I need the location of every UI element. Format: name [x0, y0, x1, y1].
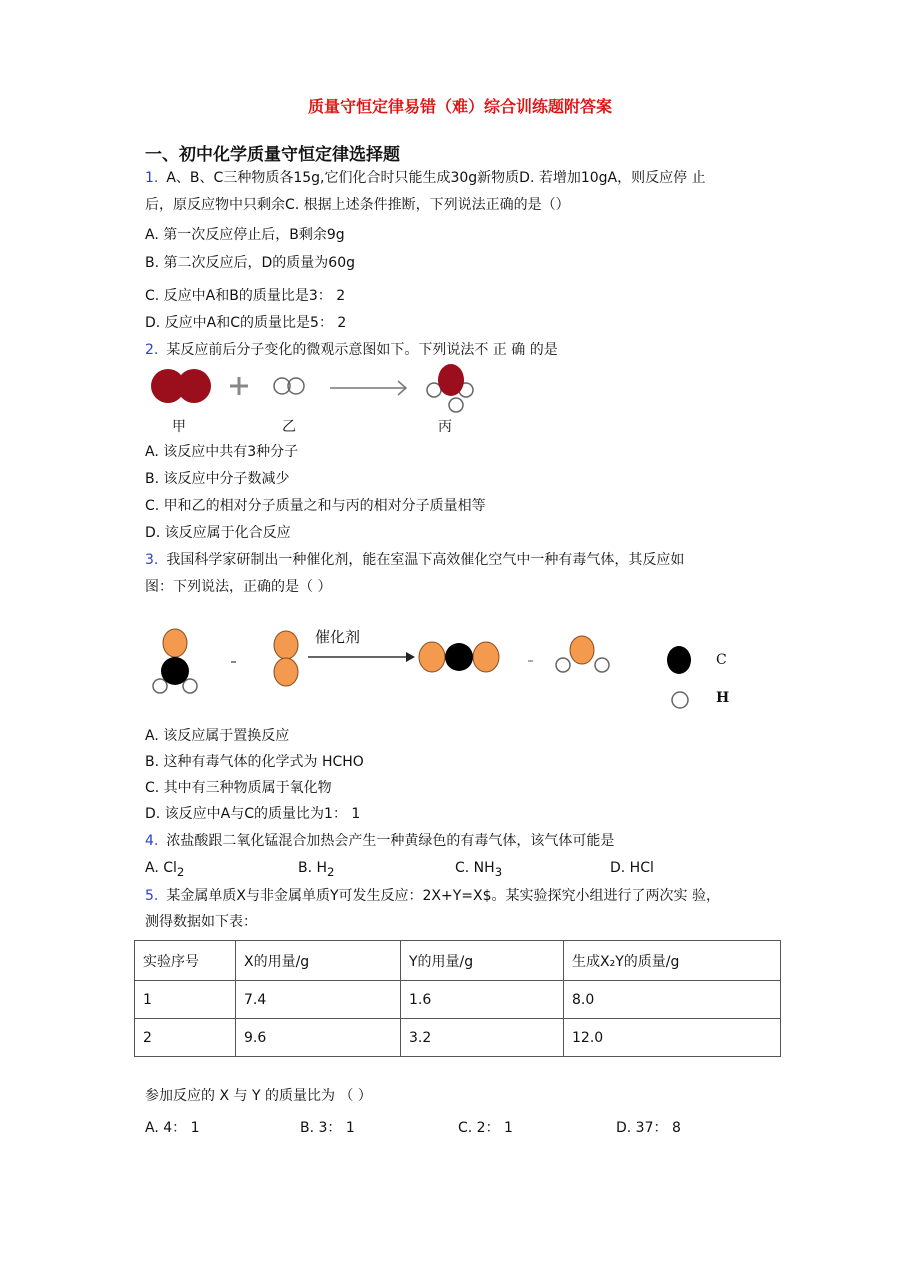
catalyst-label: 催化剂 — [315, 628, 361, 646]
q5-number: 5. — [145, 888, 159, 904]
q5-stem — [145, 886, 720, 906]
q1-line2: 后，原反应物中只剩余C. 根据上述条件推断，下列说法正确的是（） — [145, 197, 570, 213]
label-bing: 丙 — [438, 419, 452, 435]
q1-option-c: C. 反应中A和B的质量比是3： 2 — [145, 288, 346, 304]
q4-line1: 浓盐酸跟二氧化锰混合加热会产生一种黄绿色的有毒气体，该气体可能是 — [166, 833, 615, 849]
q5-option-c: C. 2： 1 — [458, 1120, 513, 1136]
legend-carbon: C — [716, 652, 727, 668]
q2-number: 2. — [145, 342, 159, 358]
q5-question: 参加反应的 X 与 Y 的质量比为 （ ） — [145, 1088, 372, 1104]
q4-option-a: A. $Cl_2$ — [145, 860, 185, 879]
q4-option-d: D. HCl — [610, 860, 654, 876]
table-row: 1 7.4 1.6 8.0 — [135, 981, 781, 1019]
q3-option-b: B. 这种有毒气体的化学式为 HCHO — [145, 754, 364, 770]
q5-option-d: D. 37： 8 — [616, 1120, 681, 1136]
q2-option-d: D. 该反应属于化合反应 — [145, 525, 291, 541]
q5-option-b: B. 3： 1 — [300, 1120, 355, 1136]
legend-hydrogen: H — [716, 690, 730, 706]
q3-option-c: C. 其中有三种物质属于氧化物 — [145, 780, 332, 796]
q1-number: 1. — [145, 170, 159, 186]
section-heading: 一、初中化学质量守恒定律选择题 — [145, 145, 400, 165]
q3-reaction-diagram — [140, 615, 740, 715]
q3-line1: 我国科学家研制出一种催化剂，能在室温下高效催化空气中一种有毒气体，其反应如 — [166, 552, 685, 568]
doc-title: 质量守恒定律易错（难）综合训练题附答案 — [307, 97, 612, 116]
q2-stem — [145, 340, 558, 360]
table-row: 2 9.6 3.2 12.0 — [135, 1019, 781, 1057]
data-table — [134, 940, 781, 1057]
q4-number: 4. — [145, 833, 159, 849]
q2-option-a: A. 该反应中共有3种分子 — [145, 444, 299, 460]
q3-number: 3. — [145, 552, 159, 568]
q1-option-d: D. 反应中A和C的质量比是5： 2 — [145, 315, 347, 331]
q5-option-a: A. 4： 1 — [145, 1120, 200, 1136]
label-jia: 甲 — [172, 419, 186, 435]
q3-line2: 图：下列说法，正确的是（ ） — [145, 579, 332, 595]
label-yi: 乙 — [282, 419, 296, 435]
q2-molecule-diagram — [140, 360, 480, 420]
q5-line2: 测得数据如下表： — [145, 914, 257, 930]
q1-option-a: A. 第一次反应停止后，B剩余9g — [145, 227, 345, 243]
q3-option-a: A. 该反应属于置换反应 — [145, 728, 290, 744]
q1-stem — [145, 168, 706, 188]
q3-stem — [145, 550, 684, 570]
q4-stem — [145, 831, 614, 851]
q1-line1: A、B、C三种物质各15g,它们化合时只能生成30g新物质D. 若增加10gA，则反应停 止 — [166, 170, 706, 186]
q4-option-b: B. $H_2$ — [298, 860, 335, 879]
table-header: 实验序号 X的用量/g Y的用量/g 生成X₂Y的质量/g — [135, 941, 781, 981]
q3-option-d: D. 该反应中A与C的质量比为1： 1 — [145, 806, 361, 822]
q2-line1: 某反应前后分子变化的微观示意图如下。下列说法不 正 确 的是 — [166, 342, 558, 358]
q2-option-b: B. 该反应中分子数减少 — [145, 471, 290, 487]
q1-option-b: B. 第二次反应后，D的质量为60g — [145, 255, 355, 271]
q4-option-c: C. $NH_3$ — [455, 860, 503, 879]
q2-option-c: C. 甲和乙的相对分子质量之和与丙的相对分子质量相等 — [145, 498, 486, 514]
q5-line1: 某金属单质X与非金属单质Y可发生反应：2X+Y=X$。某实验探究小组进行了两次实 验， — [166, 888, 720, 904]
